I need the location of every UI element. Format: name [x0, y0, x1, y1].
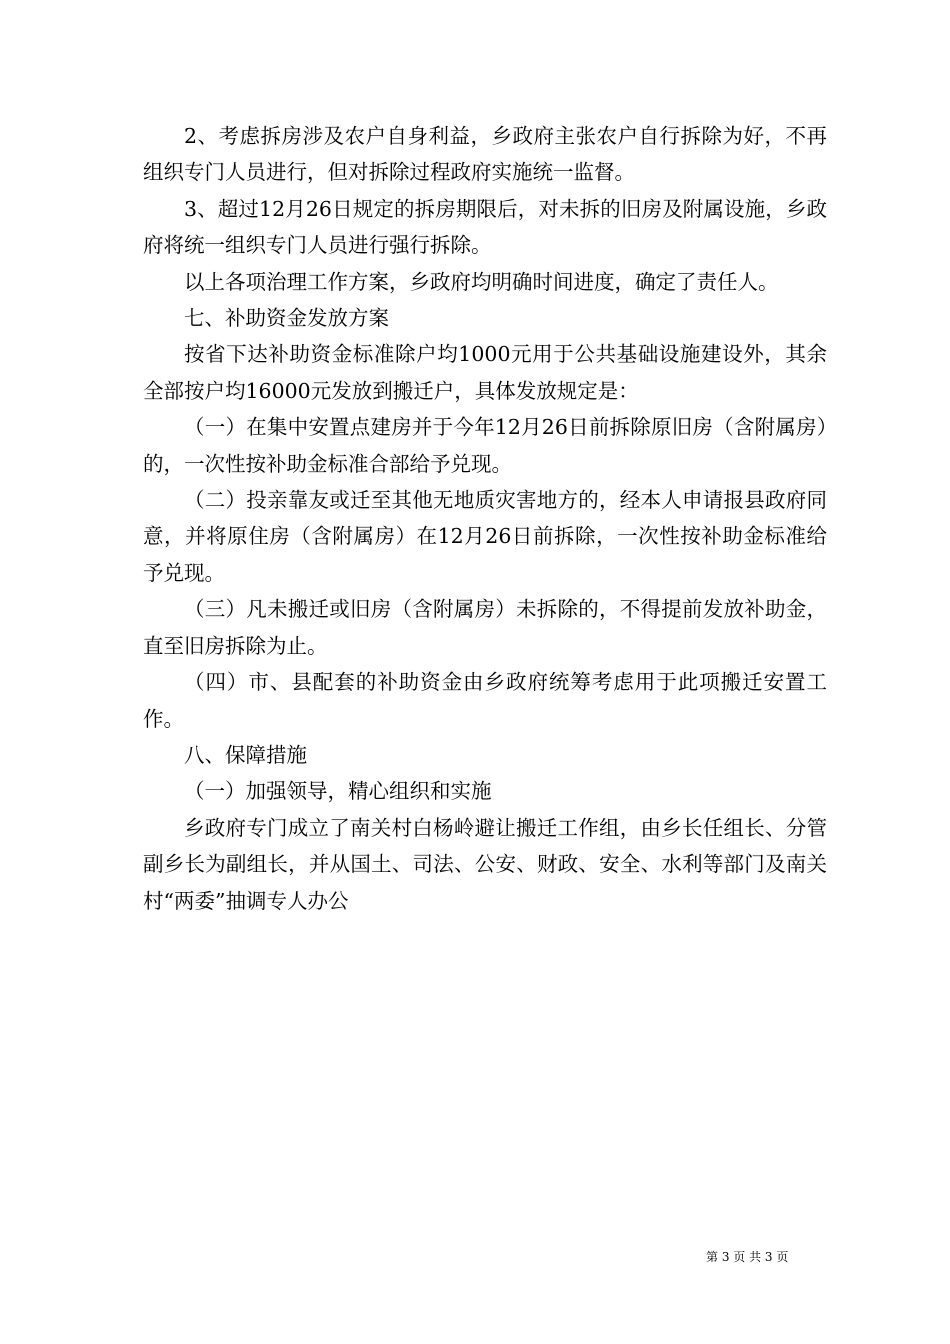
- subsection-heading-leadership: （一）加强领导，精心组织和实施: [184, 779, 492, 804]
- section-heading-subsidy: 七、补助资金发放方案: [184, 306, 389, 331]
- paragraph-schedule-summary: 以上各项治理工作方案，乡政府均明确时间进度，确定了责任人。: [184, 269, 779, 294]
- paragraph-subsidy-item-2: （二）投亲靠友或迁至其他无地质灾害地方的，经本人申请报县政府同意，并将原住房（含附属房）在12月26日前拆除，一次性按补助金标准给予兑现。: [143, 488, 827, 585]
- section-heading-safeguards: 八、保障措施: [184, 742, 307, 767]
- paragraph-demolition-self: 2、考虑拆房涉及农户自身利益，乡政府主张农户自行拆除为好，不再组织专门人员进行，但对拆除过程政府实施统一监督。: [143, 124, 827, 185]
- paragraph-subsidy-item-3: （三）凡未搬迁或旧房（含附属房）未拆除的，不得提前发放补助金，直至旧房拆除为止。: [143, 597, 827, 658]
- page-number-footer: 第 3 页 共 3 页: [706, 1250, 789, 1264]
- paragraph-working-group: 乡政府专门成立了南关村白杨岭避让搬迁工作组，由乡长任组长、分管副乡长为副组长，并从国土、司法、公安、财政、安全、水利等部门及南关村“两委”抽调专人办公: [143, 815, 827, 913]
- document-body: [143, 118, 827, 919]
- paragraph-subsidy-item-1: （一）在集中安置点建房并于今年12月26日前拆除原旧房（含附属房）的，一次性按补助金标准合部给予兑现。: [143, 415, 827, 476]
- paragraph-subsidy-item-4: （四）市、县配套的补助资金由乡政府统筹考虑用于此项搬迁安置工作。: [143, 670, 827, 731]
- paragraph-subsidy-standard: 按省下达补助资金标准除户均1000元用于公共基础设施建设外，其余全部按户均16000元发放到搬迁户，具体发放规定是：: [143, 342, 827, 403]
- paragraph-demolition-deadline: 3、超过12月26日规定的拆房期限后，对未拆的旧房及附属设施，乡政府将统一组织专门人员进行强行拆除。: [143, 196, 827, 258]
